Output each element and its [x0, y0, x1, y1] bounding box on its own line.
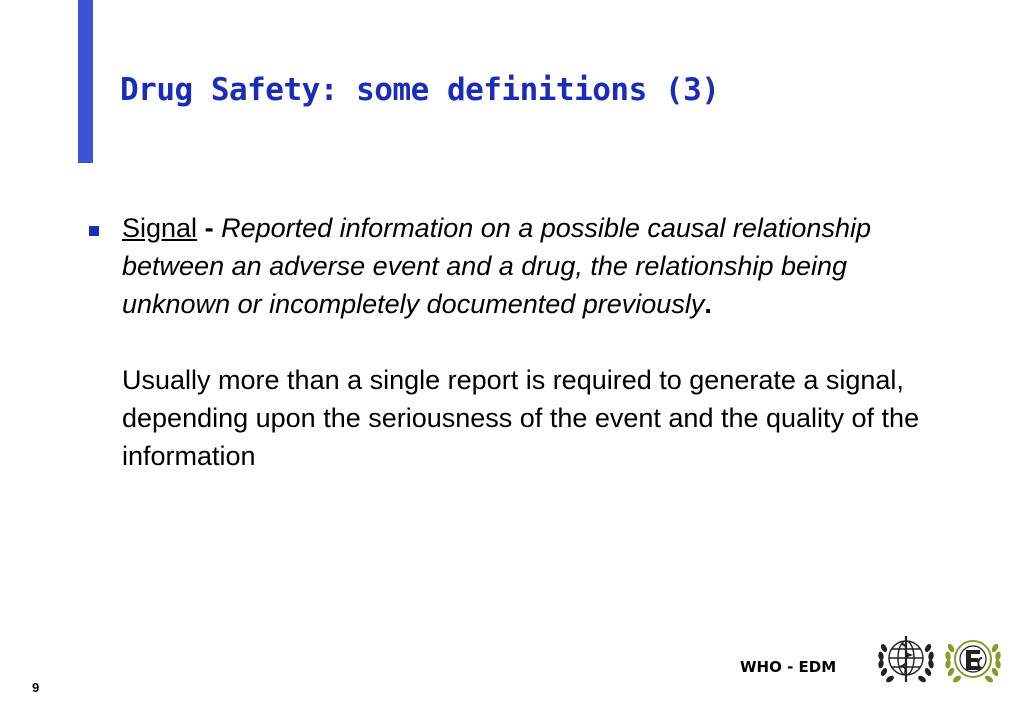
definition-period: . [704, 289, 712, 319]
bullet-marker [89, 226, 99, 236]
page-number: 9 [32, 680, 40, 695]
footer-label: WHO - EDM [740, 658, 837, 676]
slide-body [122, 209, 962, 475]
definition-paragraph [122, 209, 962, 323]
term-dash: - [204, 213, 214, 243]
edm-emblem-icon [942, 628, 1004, 690]
who-emblem-icon [875, 628, 937, 690]
slide-title: Drug Safety: some definitions (3) [120, 72, 720, 108]
term-signal: Signal [122, 213, 198, 243]
definition-text: Reported information on a possible causal relationship between an adverse event and a drug, the relationship being unknown or incompletely documented previously [122, 213, 871, 319]
note-paragraph: Usually more than a single report is required to generate a signal, depending upon the seriousness of the event and the quality of the information [122, 365, 920, 471]
accent-bar [78, 0, 93, 163]
